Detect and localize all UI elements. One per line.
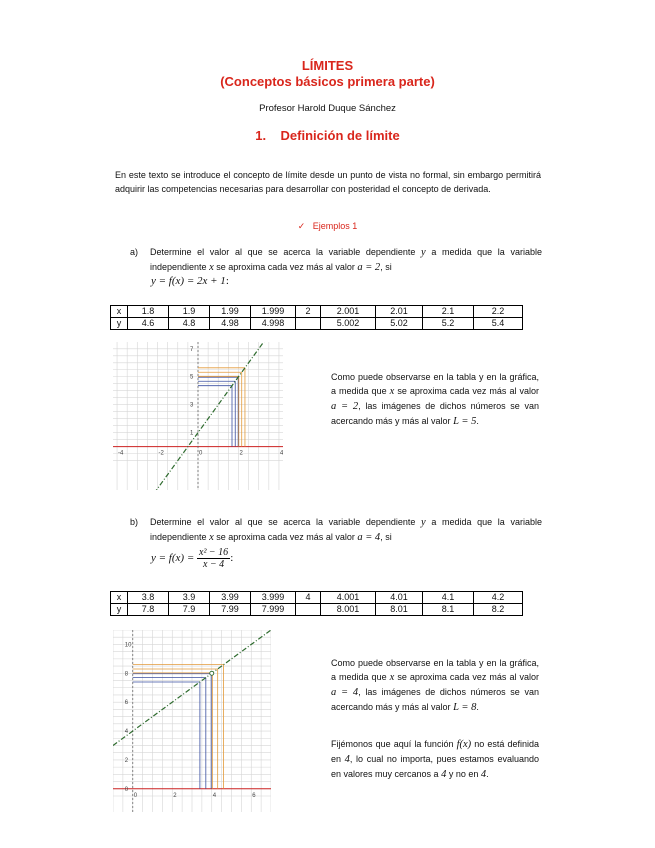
y-tick-label: 8 [124,671,129,678]
example-a-explanation: Como puede observarse en la tabla y en la gráfica, a medida que x se aproxima cada vez más al valor a = 2, las imágenes de dichos números se van acercando más y más al valor L = 5. [331,372,539,427]
table-cell: 1.9 [169,306,210,318]
table-cell [296,318,321,330]
y-tick-label: 3 [190,402,194,409]
example-b-fraction: $\frac{\text{x² − 16}}{x - 4}$ [199,547,229,570]
table-row-header: x [111,306,128,318]
table-cell: 5.002 [321,318,376,330]
y-tick-label: 2 [124,757,129,764]
example-b-explanation: Como puede observarse en la tabla y en la gráfica, a medida que x se aproxima cada vez más al valor a = 4, las imágenes de dichos números se van acercando más y más al valor L = 8. [331,658,539,713]
table-row-header: x [111,592,128,604]
table-cell: 3.999 [251,592,296,604]
example-b-formula: y = f(x) = $\frac{\text{x² − 16}}{x - 4}$ : [151,547,234,570]
table-cell: 1.99 [210,306,251,318]
table-row [111,306,523,318]
example-a [130,245,542,275]
example-a-label: a) [130,247,139,257]
example-b-note: Fijémonos que aquí la función f(x) no está definida en 4, lo cual no importa, pues estamos evaluando en valores muy cercanos a 4 y no en 4. [331,739,539,780]
example-b [130,515,542,545]
table-cell: 5.2 [423,318,474,330]
x-tick-label: 4 [279,450,283,457]
y-tick-label: 4 [124,729,129,736]
x-tick-label: 2 [239,450,243,457]
table-cell: 4.98 [210,318,251,330]
example-b-graph [113,630,271,812]
table-cell: 4.998 [251,318,296,330]
checkmark-icon: ✓ [297,221,306,231]
y-tick-label: 7 [190,346,194,353]
x-tick-label: 2 [173,792,177,799]
x-tick-label: -2 [158,450,164,457]
intro-paragraph: En este texto se introduce el concepto de límite desde un punto de vista no formal, sin embargo permitirá adquirir las competencias necesarias para desarrollar con posteridad el concepto de derivada. [115,170,541,194]
example-a-value-table [110,305,523,330]
table-cell: 5.02 [376,318,423,330]
example-a-statement: Determine el valor al que se acerca la variable dependiente y a medida que la variable independiente x se aproxima cada vez más al valor a = 2, si [150,247,542,273]
section-title: Definición de límite [280,128,400,143]
y-tick-label: 5 [190,374,194,381]
table-row-header: y [111,604,128,616]
table-cell: 7.9 [169,604,210,616]
hole-marker [210,671,214,675]
table-row [111,318,523,330]
example-b-label: b) [130,517,139,527]
y-tick-label: 6 [124,700,129,707]
table-cell: 4.01 [376,592,423,604]
example-b-value-table [110,591,523,616]
table-cell: 4.1 [423,592,474,604]
table-cell: 7.999 [251,604,296,616]
document-subtitle: (Conceptos básicos primera parte) [220,74,435,89]
table-row [111,592,523,604]
table-cell [296,604,321,616]
table-cell: 2.001 [321,306,376,318]
y-tick-label: 0 [124,786,129,793]
table-row [111,604,523,616]
y-tick-label: 10 [124,642,132,649]
table-cell: 3.8 [128,592,169,604]
table-cell: 2.2 [474,306,523,318]
author-line: Profesor Harold Duque Sánchez [259,103,396,114]
example-b-statement: Determine el valor al que se acerca la variable dependiente y a medida que la variable independiente x se aproxima cada vez más al valor a = 4, si [150,517,542,543]
table-cell: 7.8 [128,604,169,616]
example-a-graph [113,342,283,490]
x-tick-label: 6 [252,792,256,799]
table-cell: 4 [296,592,321,604]
table-cell: 1.999 [251,306,296,318]
table-cell: 8.001 [321,604,376,616]
table-row-header: y [111,318,128,330]
table-cell: 4.8 [169,318,210,330]
x-tick-label: 0 [133,792,138,799]
example-a-formula: y = f(x) = 2x + 1: [151,275,229,287]
table-cell: 3.99 [210,592,251,604]
x-tick-label: 4 [212,792,217,799]
table-cell: 2 [296,306,321,318]
examples-heading [0,221,655,232]
table-cell: 4.2 [474,592,523,604]
table-cell: 3.9 [169,592,210,604]
section-number: 1. [255,128,267,143]
table-cell: 2.1 [423,306,474,318]
examples-label: Ejemplos 1 [312,221,358,231]
section-heading [0,128,655,143]
document-title: LÍMITES [301,58,354,73]
table-cell: 5.4 [474,318,523,330]
table-cell: 8.2 [474,604,523,616]
table-cell: 4.6 [128,318,169,330]
y-tick-label: 1 [190,430,194,437]
table-cell: 4.001 [321,592,376,604]
x-tick-label: 0 [199,450,203,457]
table-cell: 1.8 [128,306,169,318]
table-cell: 8.1 [423,604,474,616]
table-cell: 7.99 [210,604,251,616]
table-cell: 8.01 [376,604,423,616]
table-cell: 2.01 [376,306,423,318]
x-tick-label: -4 [118,450,124,457]
